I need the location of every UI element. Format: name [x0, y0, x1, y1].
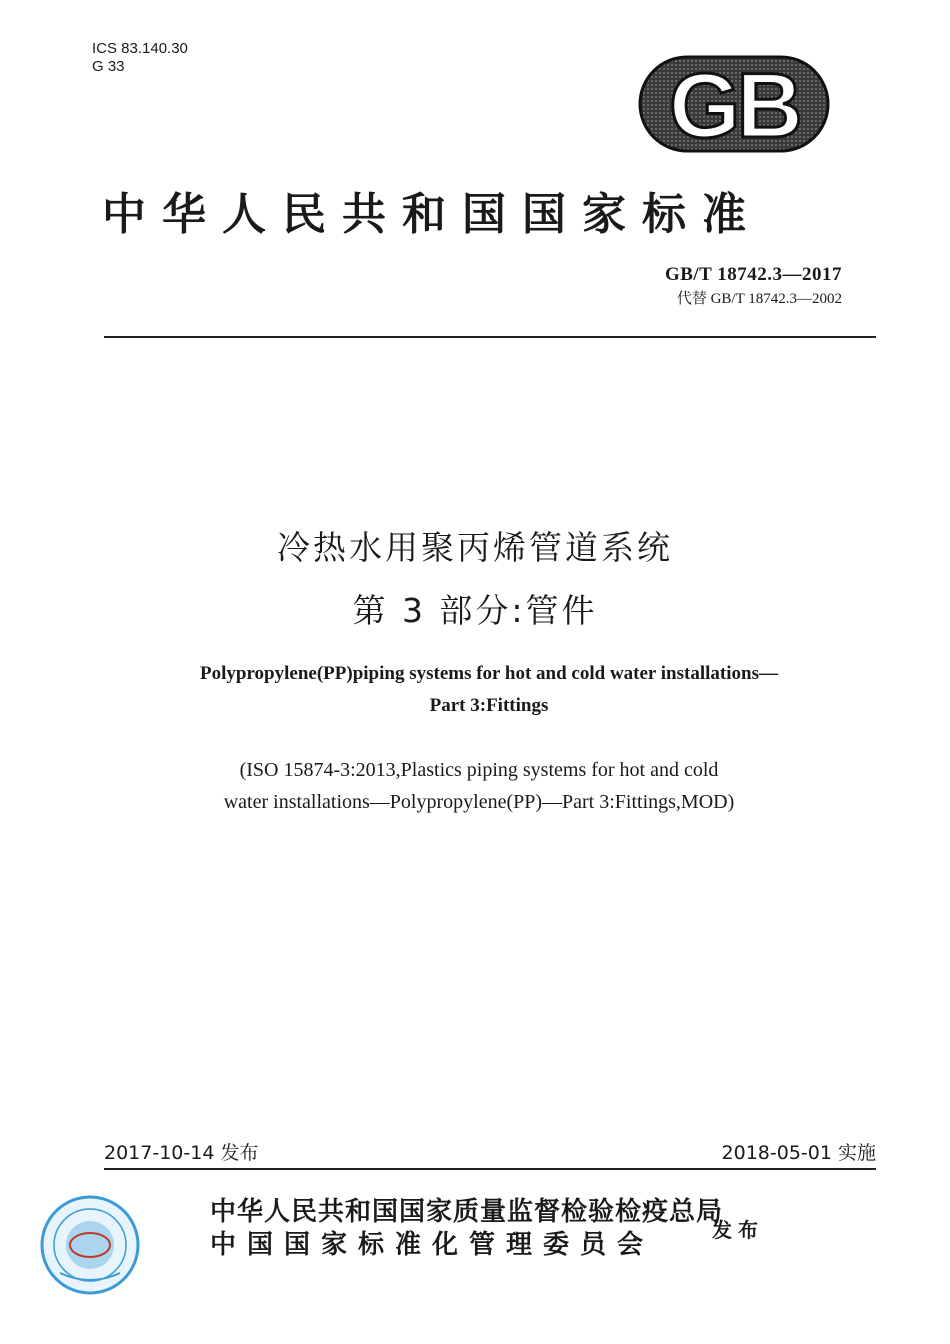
- ics-code: ICS 83.140.30: [92, 40, 188, 57]
- replaces-note: 代替 GB/T 18742.3—2002: [676, 291, 842, 307]
- iso-reference: [0, 754, 950, 818]
- english-title: [0, 658, 950, 722]
- publishers: [210, 1196, 723, 1262]
- issue-label: 发布: [712, 1218, 764, 1242]
- chinese-title-line1: 冷热水用聚丙烯管道系统: [277, 528, 673, 567]
- standard-number-block: [665, 264, 842, 308]
- iso-reference-line1: (ISO 15874-3:2013,Plastics piping systems for hot and cold: [239, 759, 719, 781]
- anti-counterfeit-seal-icon: [40, 1195, 140, 1295]
- ccs-code: G 33: [92, 58, 125, 75]
- gb-logo-text: GB: [669, 55, 799, 153]
- chinese-title-line2: 第 3 部分:管件: [352, 591, 598, 630]
- iso-reference-line2: water installations—Polypropylene(PP)—Part 3:Fittings,MOD): [223, 791, 735, 813]
- chinese-title: [0, 522, 950, 632]
- national-standard-banner: 中华人民共和国国家标准: [102, 189, 762, 240]
- classification-codes: [92, 40, 188, 76]
- english-title-line1: Polypropylene(PP)piping systems for hot and cold water installations—: [200, 663, 778, 684]
- bottom-divider: [104, 1168, 876, 1170]
- gb-logo-icon: [638, 55, 830, 153]
- publisher-line1: 中华人民共和国国家质量监督检验检疫总局: [210, 1197, 724, 1227]
- standard-number: GB/T 18742.3—2017: [664, 264, 842, 285]
- english-title-line2: Part 3:Fittings: [429, 695, 549, 716]
- publisher-line2: 中国国家标准化管理委员会: [210, 1230, 655, 1260]
- issue-date: 2017-10-14 发布: [104, 1142, 259, 1164]
- effective-date: 2018-05-01 实施: [721, 1142, 876, 1164]
- top-divider: [104, 336, 876, 338]
